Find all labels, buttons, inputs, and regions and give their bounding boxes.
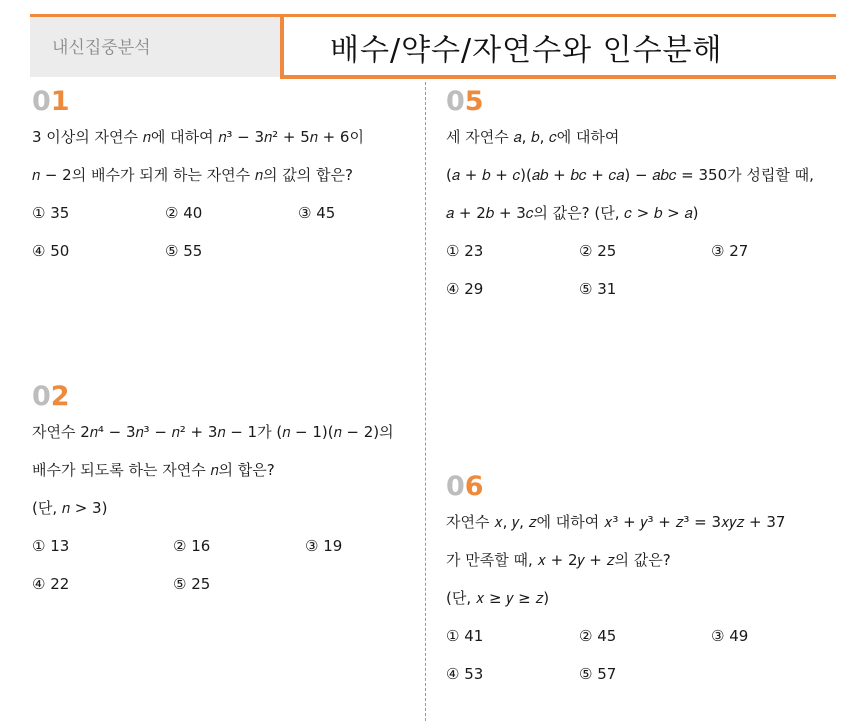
problem-06: [446, 473, 846, 693]
problem-number: 06: [446, 471, 484, 502]
choice-1[interactable]: ① 41: [446, 627, 484, 645]
choice-3[interactable]: ③ 45: [298, 204, 336, 222]
column-divider: [425, 82, 426, 721]
problem-01: [32, 88, 422, 270]
choice-2[interactable]: ② 45: [579, 627, 617, 645]
choice-row: [446, 270, 846, 308]
problem-text-line: 𝑎 + 2𝑏 + 3𝑐의 값은? (단, 𝑐 > 𝑏 > 𝑎): [446, 204, 699, 222]
problem-number: 05: [446, 86, 484, 117]
page-title: 배수/약수/자연수와 인수분해: [330, 33, 723, 68]
choice-1[interactable]: ① 35: [32, 204, 70, 222]
problem-number: 01: [32, 86, 70, 117]
problem-text-line: 배수가 되도록 하는 자연수 𝑛의 합은?: [32, 461, 275, 479]
choice-4[interactable]: ④ 53: [446, 665, 484, 683]
choice-2[interactable]: ② 40: [165, 204, 203, 222]
problem-text-line: 자연수 2𝑛⁴ − 3𝑛³ − 𝑛² + 3𝑛 − 1가 (𝑛 − 1)(𝑛 − 2)의: [32, 423, 394, 441]
choice-3[interactable]: ③ 19: [305, 537, 343, 555]
choice-4[interactable]: ④ 22: [32, 575, 70, 593]
header-title-box: [280, 14, 836, 79]
choice-2[interactable]: ② 25: [579, 242, 617, 260]
choice-4[interactable]: ④ 29: [446, 280, 484, 298]
choice-3[interactable]: ③ 27: [711, 242, 749, 260]
choice-2[interactable]: ② 16: [173, 537, 211, 555]
problem-text-line: (단, 𝑥 ≥ 𝑦 ≥ 𝑧): [446, 589, 550, 607]
problem-text-line: (𝑎 + 𝑏 + 𝑐)(𝑎𝑏 + 𝑏𝑐 + 𝑐𝑎) − 𝑎𝑏𝑐 = 350가 성립할 때,: [446, 166, 814, 184]
choice-row: [446, 617, 846, 655]
choice-row: [446, 655, 846, 693]
problem-text-line: 3 이상의 자연수 𝑛에 대하여 𝑛³ − 3𝑛² + 5𝑛 + 6이: [32, 128, 364, 146]
choice-5[interactable]: ⑤ 25: [173, 575, 211, 593]
problem-02: [32, 383, 422, 603]
problem-number: 02: [32, 381, 70, 412]
choice-row: [32, 527, 422, 565]
problem-text-line: 자연수 𝑥, 𝑦, 𝑧에 대하여 𝑥³ + 𝑦³ + 𝑧³ = 3𝑥𝑦𝑧 + 37: [446, 513, 786, 531]
choice-row: [32, 232, 422, 270]
header-section-tab: [30, 14, 280, 77]
choice-3[interactable]: ③ 49: [711, 627, 749, 645]
choice-4[interactable]: ④ 50: [32, 242, 70, 260]
choice-5[interactable]: ⑤ 31: [579, 280, 617, 298]
choice-5[interactable]: ⑤ 57: [579, 665, 617, 683]
choice-1[interactable]: ① 23: [446, 242, 484, 260]
choice-row: [32, 565, 422, 603]
problem-text-line: 세 자연수 𝑎, 𝑏, 𝑐에 대하여: [446, 128, 620, 146]
problem-text-line: 𝑛 − 2의 배수가 되게 하는 자연수 𝑛의 값의 합은?: [32, 166, 353, 184]
problem-text-line: (단, 𝑛 > 3): [32, 499, 108, 517]
problem-text-line: 가 만족할 때, 𝑥 + 2𝑦 + 𝑧의 값은?: [446, 551, 671, 569]
choice-1[interactable]: ① 13: [32, 537, 70, 555]
choice-row: [32, 194, 422, 232]
header-section-label: 내신집중분석: [52, 38, 151, 58]
choice-row: [446, 232, 846, 270]
choice-5[interactable]: ⑤ 55: [165, 242, 203, 260]
problem-05: [446, 88, 846, 308]
